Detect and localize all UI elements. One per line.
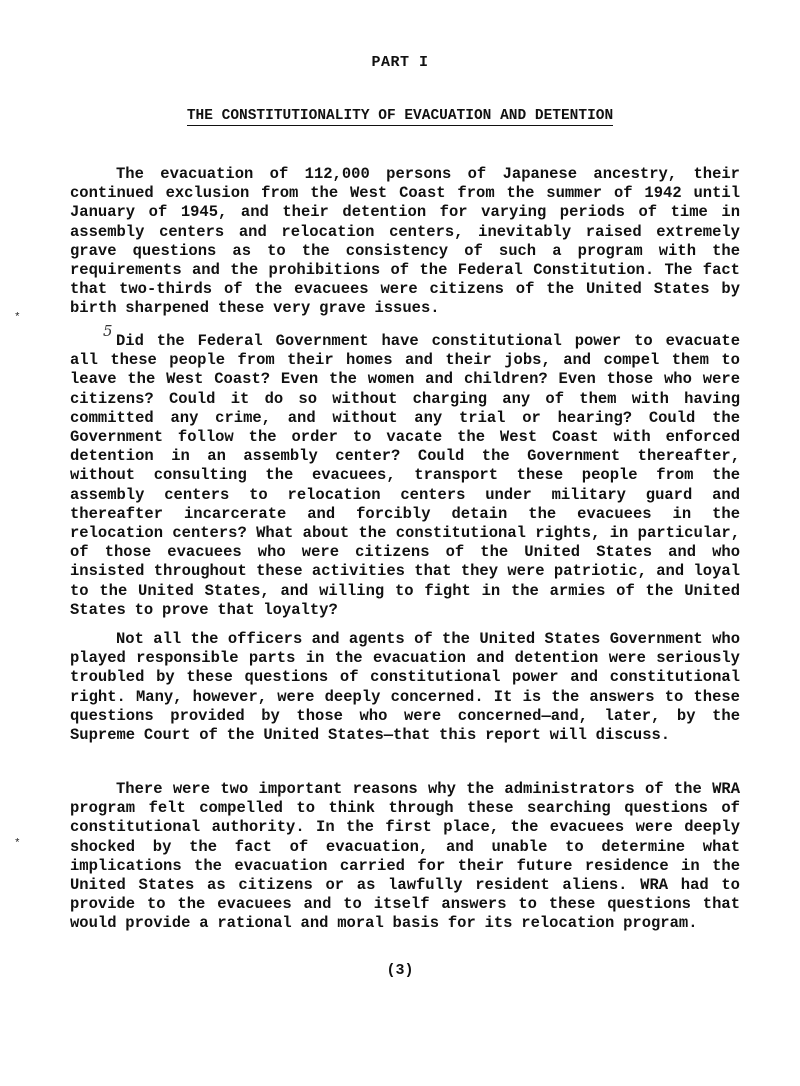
paragraph-3: Not all the officers and agents of the United States Government who played responsible parts in the evacuation and detention were seriously troubled by these questions of constitutional power and constitutional right. Many, however, were deeply concerned. It is the answers to these questions provided by those who were concerned—and, later, by the Supreme Court of the United States—that this report will discuss. — [70, 630, 740, 745]
paragraph-1: The evacuation of 112,000 persons of Japanese ancestry, their continued exclusion from the West Coast from the summer of 1942 until January of 1945, and their detention for varying periods of time in assembly centers and relocation centers, inevitably raised extremely grave questions as to the consistency of such a program with the requirements and the prohibitions of the Federal Constitution. The fact that two-thirds of the evacuees were citizens of the United States by birth sharpened these very grave issues. — [70, 165, 740, 318]
document-title-text: THE CONSTITUTIONALITY OF EVACUATION AND DETENTION — [186, 108, 614, 124]
margin-mark-1: * — [14, 312, 21, 324]
page-number: (3) — [386, 962, 414, 979]
paragraph-2: Did the Federal Government have constitutional power to evacuate all these people from their homes and their jobs, and compel them to leave the West Coast? Even the women and children? Even those who were citizens? Could it do so without charging any of them with having committed any crime, and without any trial or hearing? Could the Government follow the order to vacate the West Coast with enforced detention in an assembly center? Could the Government thereafter, without consulting the evacuees, transport these people from the assembly centers to relocation centers under military guard and thereafter incarcerate and forcibly detain the evacuees in the relocation centers? What about the constitutional rights, in particular, of those evacuees who were citizens of the United States and who insisted throughout these activities that they were patriotic, and loyal to the United States, and willing to fight in the armies of the United States to prove that loyalty? — [70, 332, 740, 619]
handwritten-number: 5 — [103, 322, 113, 340]
document-title — [0, 108, 800, 124]
margin-mark-2: * — [14, 838, 21, 850]
paragraph-4: There were two important reasons why the administrators of the WRA program felt compelled to think through these searching questions of constitutional authority. In the first place, the evacuees were deeply shocked by the fact of evacuation, and unable to determine what implications the evacuation carried for their future residence in the United States as citizens or as lawfully resident aliens. WRA had to provide to the evacuees and to itself answers to these questions that would provide a rational and moral basis for its relocation program. — [70, 780, 740, 933]
part-heading: PART I — [371, 54, 429, 71]
